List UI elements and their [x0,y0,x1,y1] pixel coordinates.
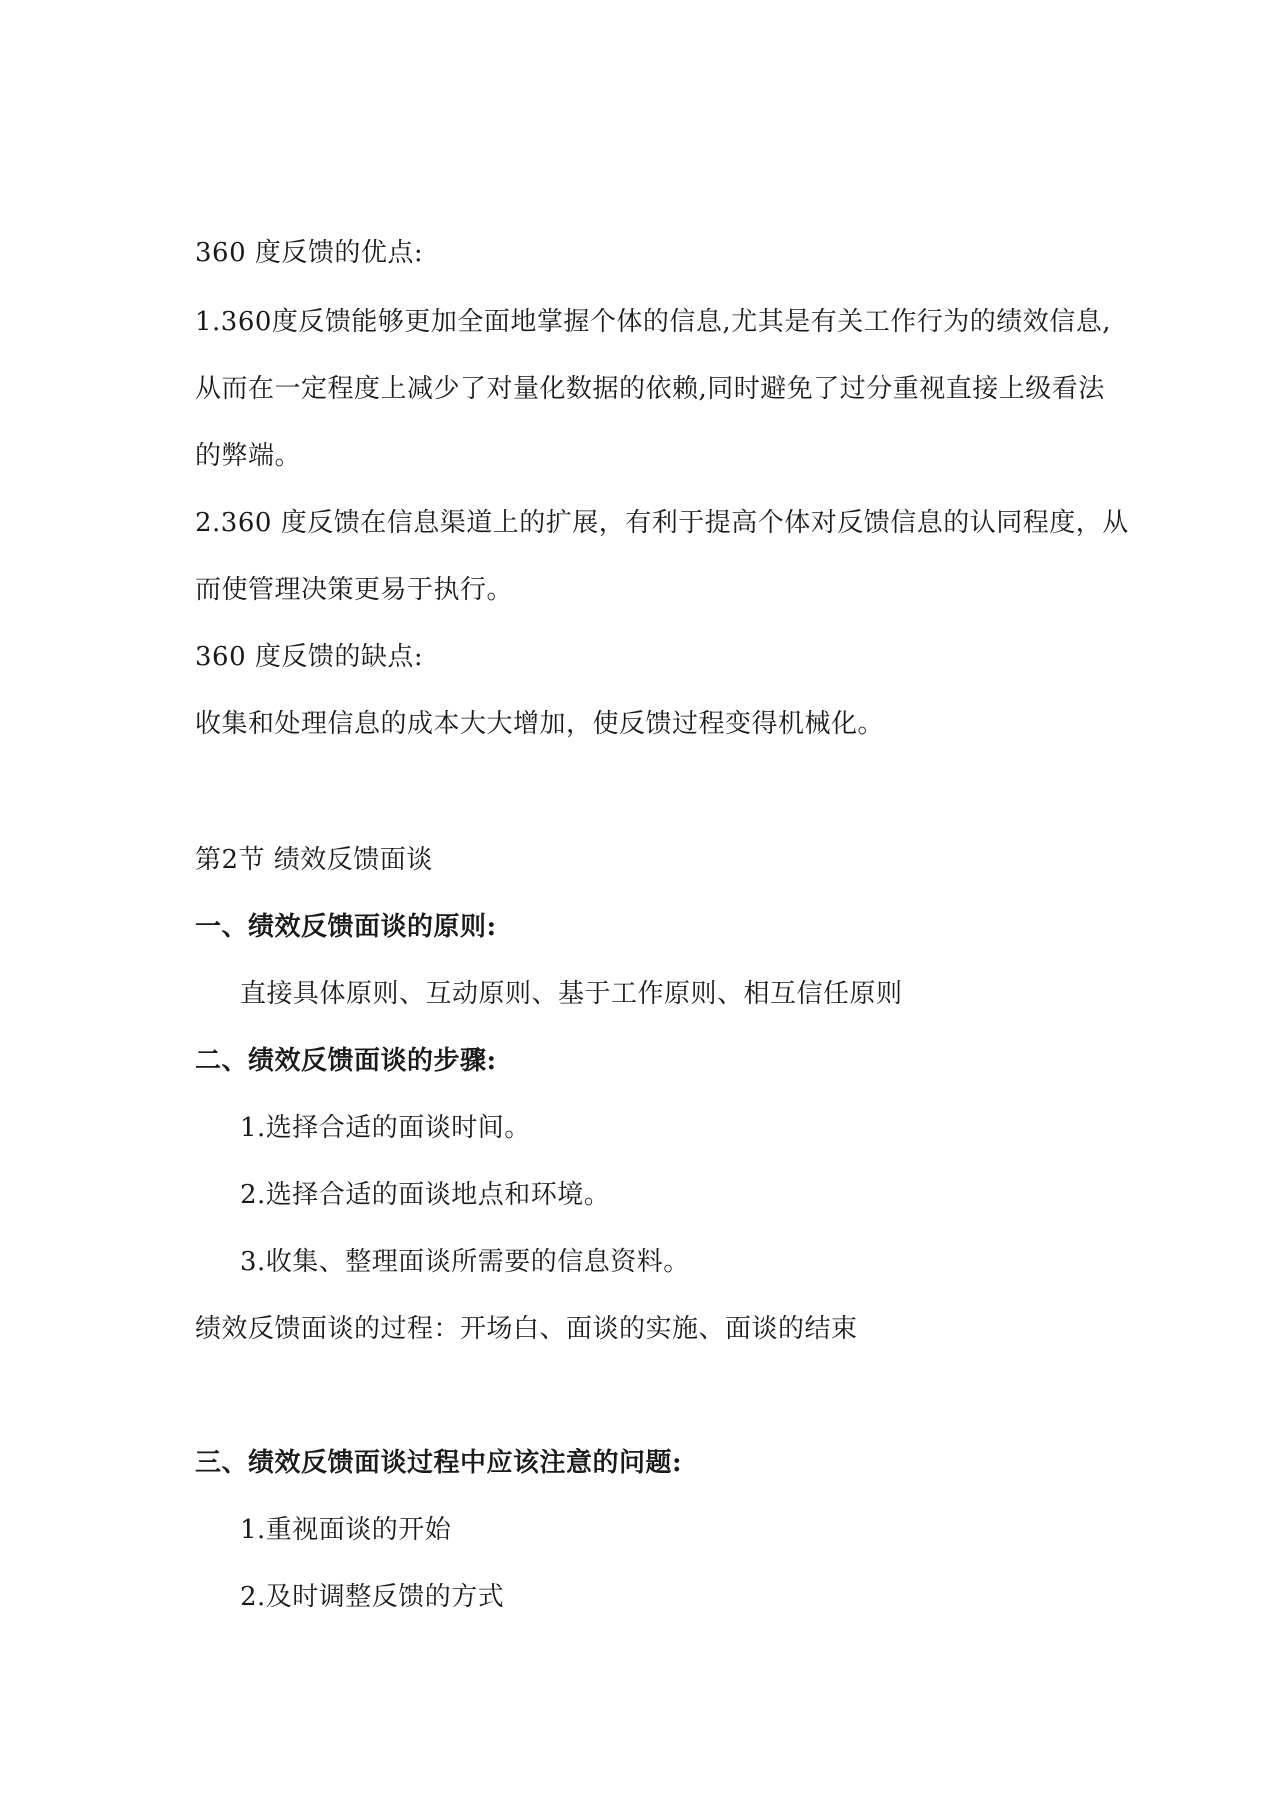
step-item-2: 2.选择合适的面谈地点和环境。 [240,1180,611,1210]
issue-item-1: 1.重视面谈的开始 [240,1515,452,1545]
pros-heading: 360 度反馈的优点: [195,238,424,268]
issues-heading: 三、绩效反馈面谈过程中应该注意的问题: [195,1448,683,1478]
pros-item-1-line-3: 的弊端。 [195,441,302,471]
pros-item-2-line-2: 而使管理决策更易于执行。 [195,575,514,605]
issue-item-2: 2.及时调整反馈的方式 [240,1582,505,1612]
steps-heading: 二、绩效反馈面谈的步骤: [195,1046,497,1076]
step-item-3: 3.收集、整理面谈所需要的信息资料。 [240,1247,690,1277]
cons-text: 收集和处理信息的成本大大增加，使反馈过程变得机械化。 [195,709,885,739]
pros-item-1-line-2: 从而在一定程度上减少了对量化数据的依赖,同时避免了过分重视直接上级看法 [195,374,1105,404]
step-item-1: 1.选择合适的面谈时间。 [240,1113,531,1143]
pros-item-2-line-1: 2.360 度反馈在信息渠道上的扩展，有利于提高个体对反馈信息的认同程度，从 [195,508,1129,538]
pros-item-1-line-1: 1.360度反馈能够更加全面地掌握个体的信息,尤其是有关工作行为的绩效信息, [195,307,1111,337]
cons-heading: 360 度反馈的缺点: [195,642,424,672]
principles-list: 直接具体原则、互动原则、基于工作原则、相互信任原则 [240,979,903,1009]
section-title: 第2节 绩效反馈面谈 [195,845,433,875]
process-text: 绩效反馈面谈的过程：开场白、面谈的实施、面谈的结束 [195,1314,858,1344]
principles-heading: 一、绩效反馈面谈的原则: [195,912,497,942]
